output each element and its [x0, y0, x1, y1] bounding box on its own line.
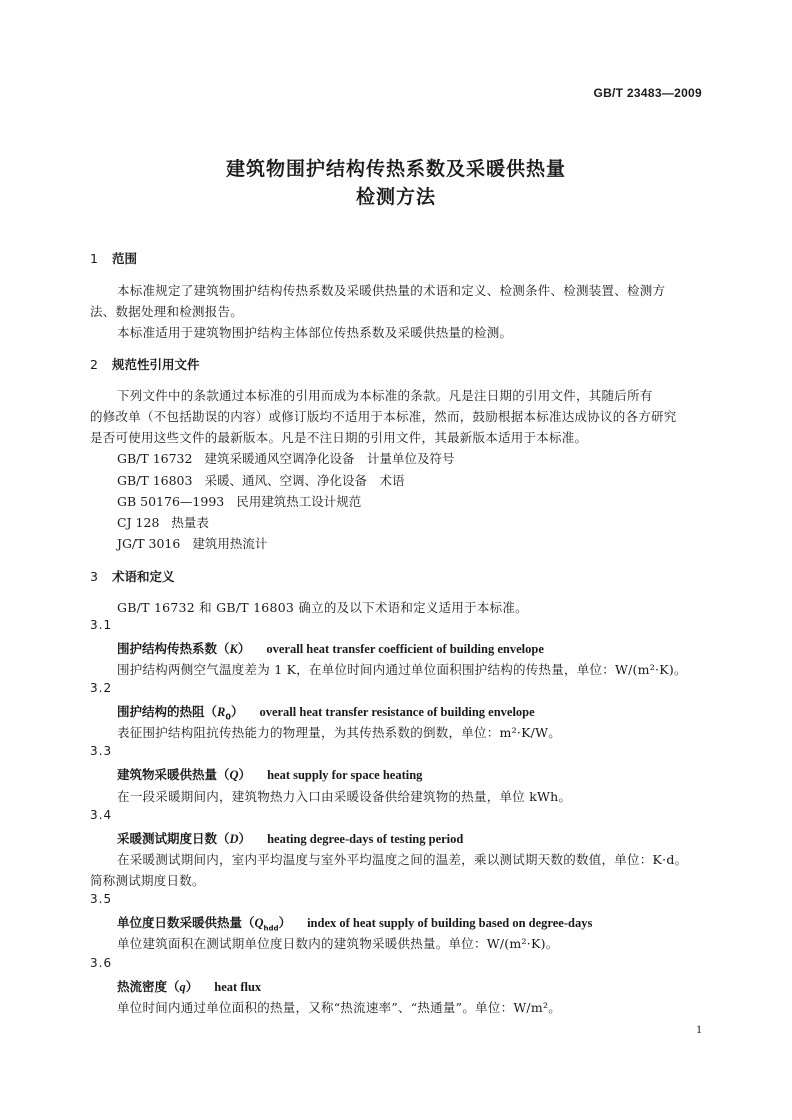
- term-symbol: Q: [229, 768, 239, 782]
- term-symbol: Q: [254, 916, 264, 930]
- reference-code: GB/T 16803: [117, 473, 193, 488]
- term-definition-line2: 简称测试期度日数。: [90, 873, 205, 888]
- section-title: 规范性引用文件: [112, 357, 200, 372]
- term-en: heating degree-days of testing period: [267, 832, 464, 846]
- term-en: overall heat transfer resistance of building envelope: [259, 705, 535, 719]
- term-symbol: R: [217, 705, 226, 719]
- term-en: overall heat transfer coefficient of building envelope: [266, 642, 544, 656]
- term-definition: 围护结构两侧空气温度差为 1 K，在单位时间内通过单位面积围护结构的传热量，单位：W/(m²·K)。: [117, 662, 687, 677]
- term-definition: 在一段采暖期间内，建筑物热力入口由采暖设备供给建筑物的热量，单位 kWh。: [117, 789, 572, 804]
- term-en: index of heat supply of building based on degree-days: [307, 916, 593, 930]
- section-number: 1: [90, 251, 98, 266]
- section-title: 术语和定义: [112, 569, 175, 584]
- term-symbol: K: [229, 642, 238, 656]
- reference-title: 建筑用热流计: [192, 536, 268, 551]
- term-heading: [117, 977, 261, 995]
- section-1-heading: [90, 249, 137, 267]
- reference-item: [117, 471, 404, 489]
- term-zh: 建筑物采暖供热量（Q）: [117, 767, 252, 782]
- term-symbol: D: [229, 832, 239, 846]
- term-zh: 围护结构传热系数（K）: [117, 641, 251, 656]
- section-number: 2: [90, 357, 98, 372]
- reference-title: 热量表: [171, 515, 209, 530]
- term-zh: 热流密度（q）: [117, 979, 199, 994]
- paragraph-line: 是否可使用这些文件的最新版本。凡是不注日期的引用文件，其最新版本适用于本标准。: [90, 430, 588, 445]
- term-symbol: q: [179, 980, 186, 994]
- term-definition: 在采暖测试期间内，室内平均温度与室外平均温度之间的温差，乘以测试期天数的数值，单位：K·d。: [117, 852, 688, 867]
- term-number: 3.5: [90, 892, 113, 906]
- term-definition: 单位时间内通过单位面积的热量，又称“热流速率”、“热通量”。单位：W/m²。: [117, 1000, 561, 1015]
- section-3-heading: [90, 567, 175, 585]
- reference-item: [117, 492, 361, 510]
- reference-title: 建筑采暖通风空调净化设备 计量单位及符号: [204, 451, 455, 466]
- document-title: 建筑物围护结构传热系数及采暖供热量: [225, 158, 566, 180]
- section-number: 3: [90, 569, 98, 584]
- term-heading: [117, 702, 535, 722]
- standard-code: GB/T 23483—2009: [593, 86, 702, 100]
- term-heading: [117, 829, 463, 847]
- term-en: heat flux: [214, 980, 262, 994]
- term-definition: 单位建筑面积在测试期单位度日数内的建筑物采暖供热量。单位：W/(m²·K)。: [117, 936, 559, 951]
- paragraph-line: 本标准适用于建筑物围护结构主体部位传热系数及采暖供热量的检测。: [117, 325, 513, 340]
- term-zh: 单位度日数采暖供热量$(Q_{hdd})$: [117, 915, 292, 933]
- paragraph-line: 下列文件中的条款通过本标准的引用而成为本标准的条款。凡是注日期的引用文件，其随后所有: [117, 388, 653, 403]
- paragraph-line: 本标准规定了建筑物围护结构传热系数及采暖供热量的术语和定义、检测条件、检测装置、检测方: [117, 283, 666, 298]
- term-heading: [117, 913, 592, 933]
- reference-item: [117, 534, 267, 552]
- page-number: 1: [696, 1022, 702, 1036]
- term-number: 3.3: [90, 744, 113, 758]
- reference-code: CJ 128: [117, 515, 160, 530]
- reference-item: [117, 513, 209, 531]
- section-title: 范围: [112, 251, 138, 266]
- term-number: 3.1: [90, 618, 113, 632]
- term-number: 3.2: [90, 681, 113, 695]
- term-heading: [117, 765, 422, 783]
- reference-title: 民用建筑热工设计规范: [236, 494, 362, 509]
- term-zh: 围护结构的热阻$(R_0)$: [117, 704, 244, 722]
- document-title-line2: 检测方法: [355, 186, 436, 208]
- paragraph-line: 法、数据处理和检测报告。: [90, 304, 244, 319]
- paragraph-line: GB/T 16732 和 GB/T 16803 确立的及以下术语和定义适用于本标准。: [117, 600, 528, 615]
- term-number: 3.4: [90, 808, 113, 822]
- paragraph-line: 的修改单（不包括勘误的内容）或修订版均不适用于本标准，然而，鼓励根据本标准达成协议的各方研究: [90, 409, 677, 424]
- reference-code: GB 50176—1993: [117, 494, 225, 509]
- term-en: heat supply for space heating: [267, 768, 423, 782]
- reference-item: [117, 449, 454, 467]
- term-definition: 表征围护结构阻抗传热能力的物理量，为其传热系数的倒数，单位：m²·K/W。: [117, 725, 561, 740]
- term-number: 3.6: [90, 956, 113, 970]
- reference-code: GB/T 16732: [117, 451, 193, 466]
- reference-title: 采暖、通风、空调、净化设备 术语: [204, 473, 405, 488]
- reference-code: JG/T 3016: [117, 536, 181, 551]
- section-2-heading: [90, 355, 200, 373]
- term-subscript: 0: [225, 712, 231, 722]
- term-subscript: hdd: [263, 924, 279, 933]
- term-zh: 采暖测试期度日数（D）: [117, 831, 252, 846]
- term-heading: [117, 639, 544, 657]
